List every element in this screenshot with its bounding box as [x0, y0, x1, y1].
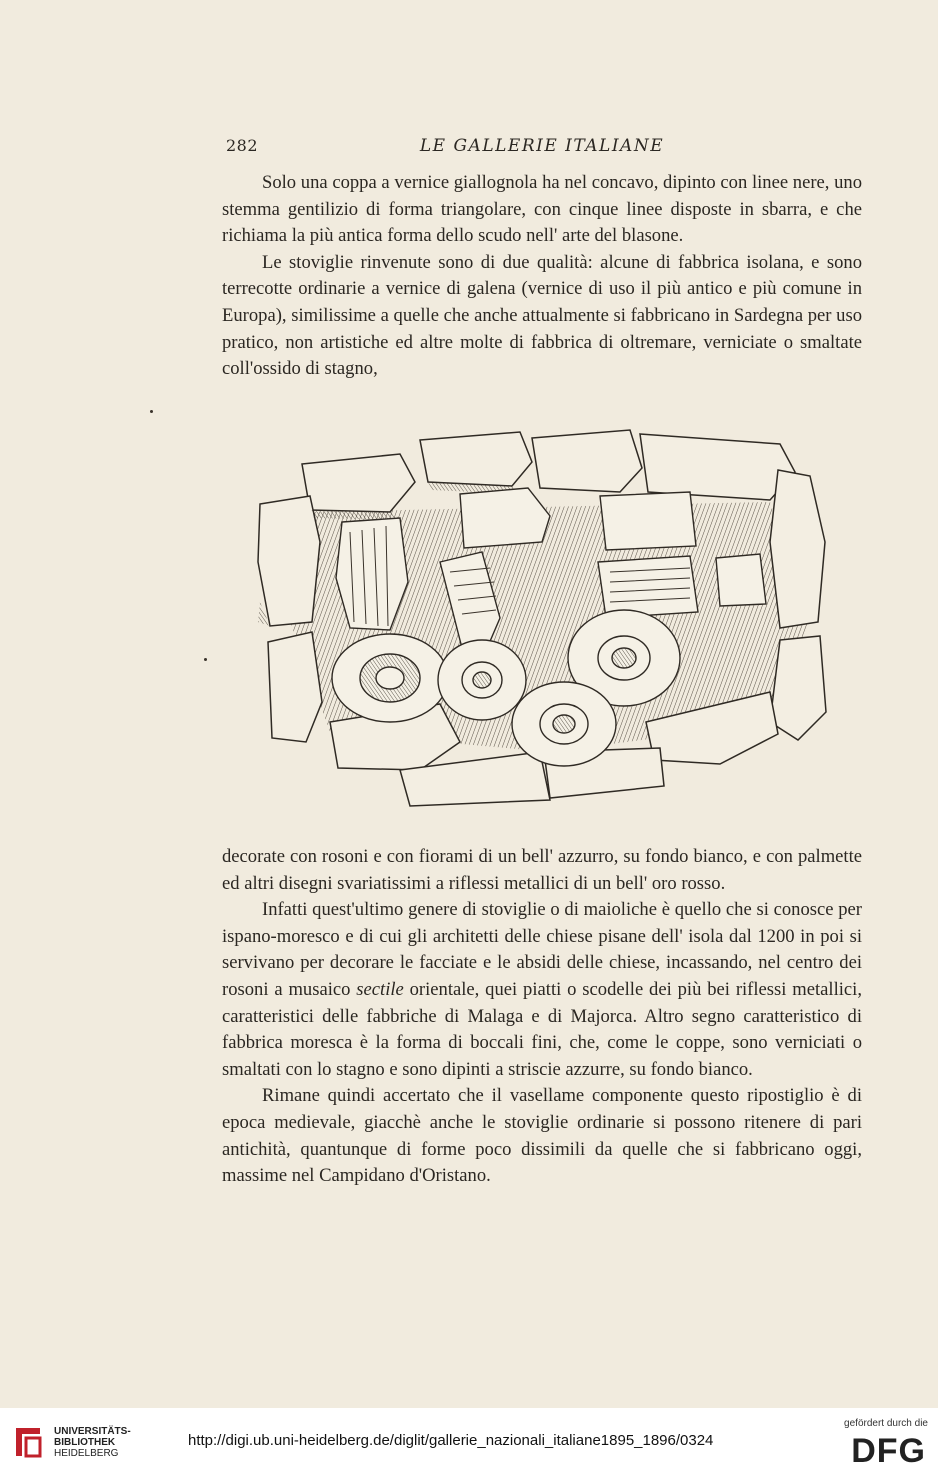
- dfg-logo: DFG: [851, 1432, 926, 1470]
- paragraph: [222, 897, 862, 1083]
- paragraph: Solo una coppa a vernice giallognola ha nel concavo, dipinto con linee nere, uno stemma gentilizio di forma triangolare, con cinque linee disposte in sbarra, e che richiama la più antica forma dello scudo nell' arte del blasone.: [222, 172, 862, 247]
- italic-term: sectile: [356, 978, 404, 1000]
- text-block-top: [222, 170, 862, 383]
- text-block-bottom: [222, 844, 862, 1190]
- digitization-footer: [0, 1408, 938, 1474]
- engraving-figure: [250, 422, 830, 814]
- paragraph-continuation: decorate con rosoni e con fiorami di un bell' azzurro, su fondo bianco, e con palmette ed altri disegni svariatissimi a riflessi metallici di un bell' oro rosso.: [222, 846, 862, 894]
- paragraph: Rimane quindi accertato che il vasellame componente questo ripostiglio è di epoca medievale, giacchè anche le stoviglie ordinarie si possono ritenere di pari antichità, quantunque di forme poco dissimili da quelle che si fabbricano oggi, massime nel Campidano d'Oristano.: [222, 1085, 862, 1187]
- hoard-engraving: [250, 422, 830, 814]
- paragraph: Le stoviglie rinvenute sono di due qualità: alcune di fabbrica isolana, e sono terrecotte ordinarie a vernice di galena (vernice di uso il più antico e più comune in Europa), similissime a quelle che anche attualmente si fabbricano in Sardegna per uso pratico, non artistiche ed altre molte di fabbrica di oltremare, verniciate o smaltate coll'ossido di stagno,: [222, 251, 862, 380]
- margin-mark: [150, 410, 153, 413]
- library-name-line: BIBLIOTHEK: [54, 1437, 116, 1448]
- paragraph-text: orientale, quei piatti o scodelle dei più bei riflessi metallici, caratteristici delle fabbriche di Malaga e di Majorca. Altro segno caratteristico di fabbrica moresca è la forma di boccali fini, che, come le coppe, sono verniciati o smaltati con lo stagno e sono dipinti a striscie azzurre, su fondo bianco.: [222, 978, 862, 1080]
- library-name-line: UNIVERSITÄTS-: [54, 1426, 131, 1437]
- library-logo-icon: [10, 1422, 46, 1462]
- page-header: [222, 136, 862, 162]
- funder-caption: gefördert durch die: [844, 1418, 928, 1429]
- running-title: LE GALLERIE ITALIANE: [419, 136, 665, 156]
- source-url-link[interactable]: http://digi.ub.uni-heidelberg.de/diglit/gallerie_nazionali_italiane1895_1896/0324: [188, 1432, 714, 1449]
- paragraph-text: Infatti quest'ultimo genere di stoviglie o di maioliche è quello che si conosce per ispano-moresco e di cui gli architetti delle chiese pisane dell' isola dal 1200 in poi si servivano per decorare le facciate e le absidi delle chiese, incassando, nel centro dei rosoni a musaico: [222, 899, 862, 1000]
- library-name-line: HEIDELBERG: [54, 1448, 119, 1459]
- margin-mark: [204, 658, 207, 661]
- page-number: 282: [226, 136, 259, 155]
- library-name: [54, 1426, 131, 1459]
